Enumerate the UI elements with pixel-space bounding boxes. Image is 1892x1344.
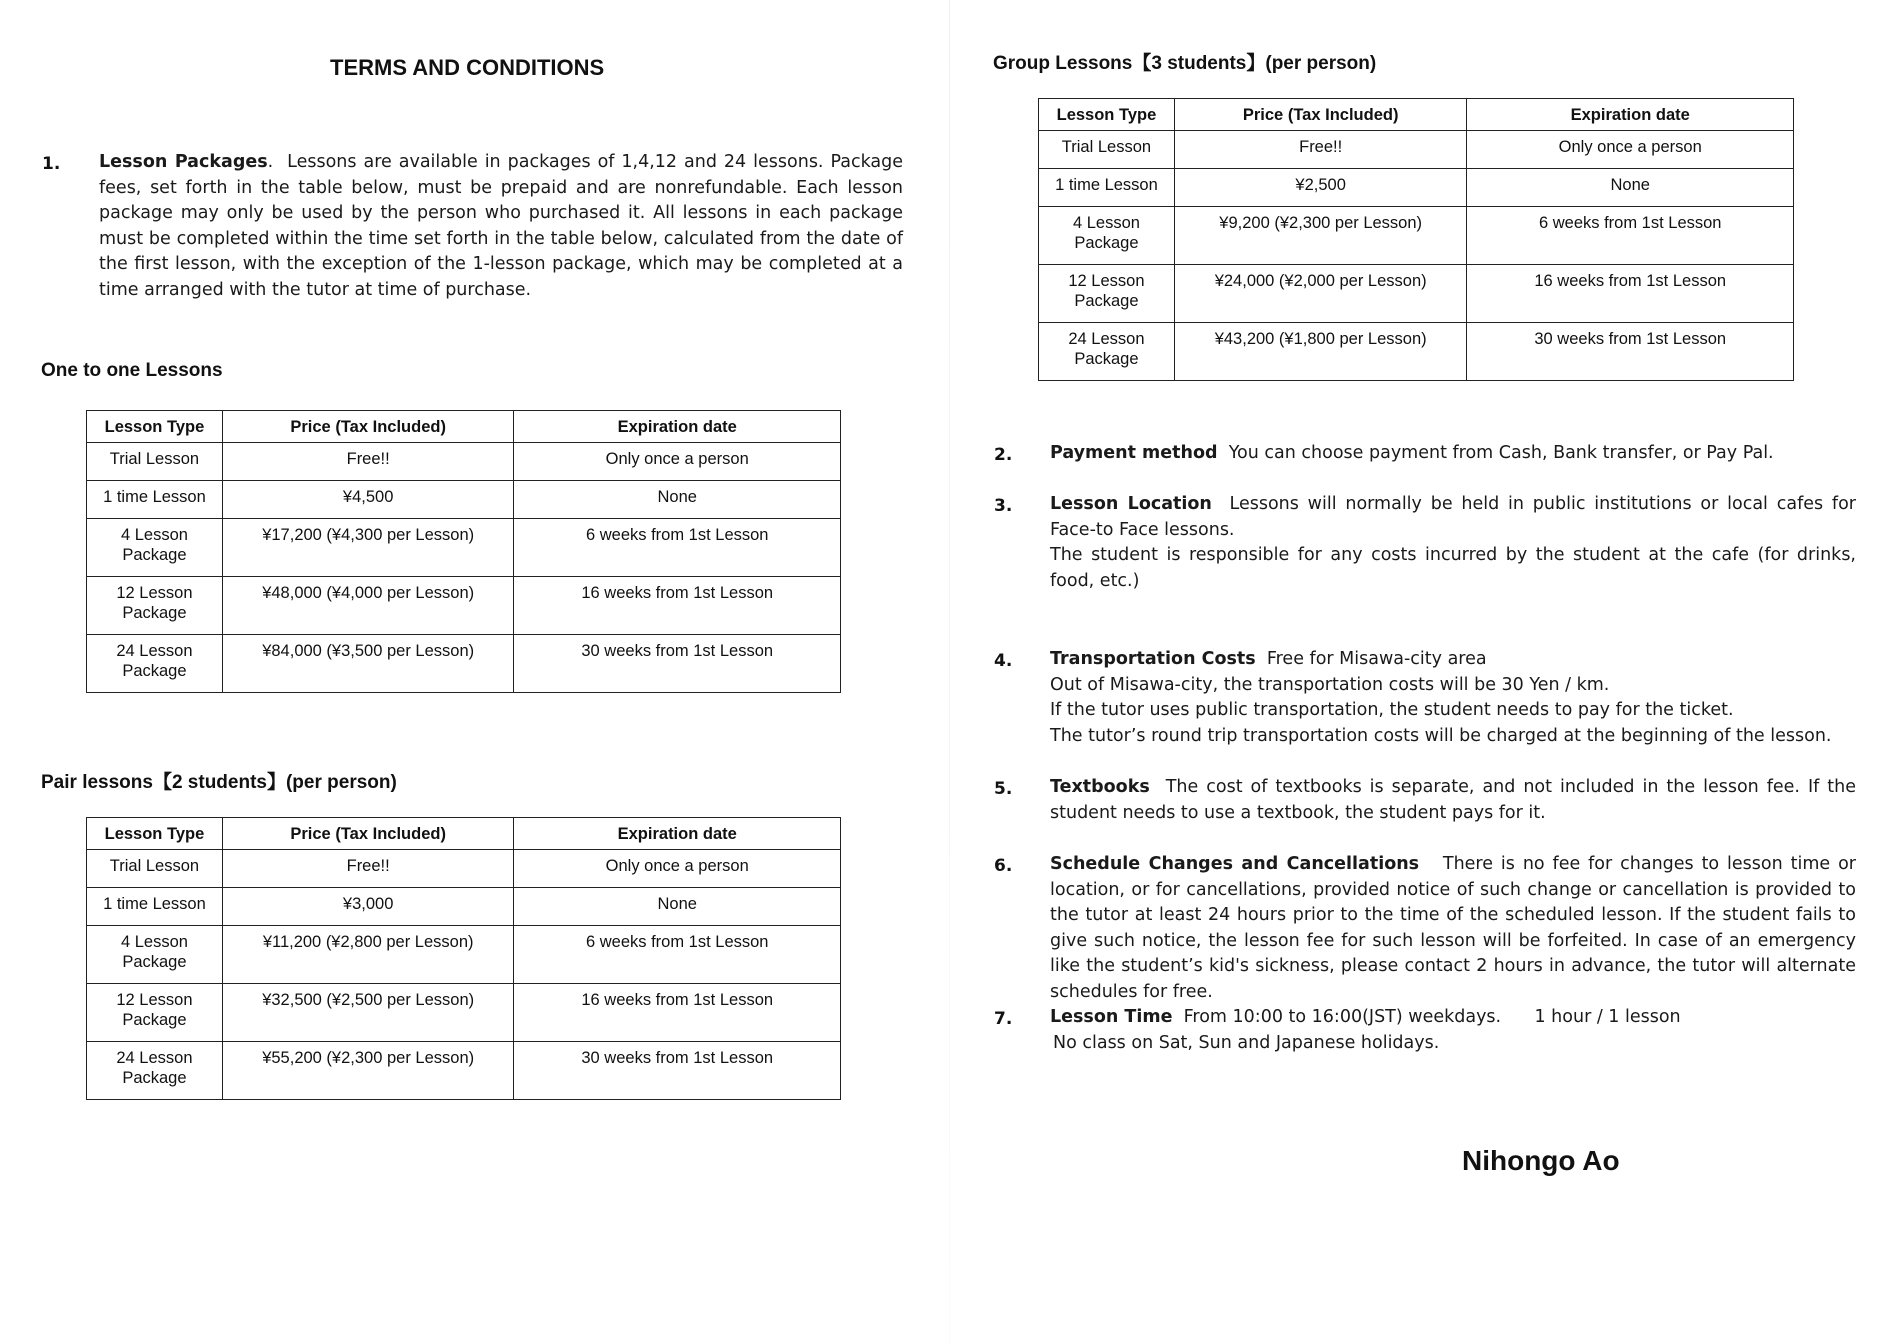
table-cell: Only once a person: [1467, 131, 1794, 169]
term-lesson-packages: [99, 150, 903, 303]
term-line: Out of Misawa-city, the transportation costs will be 30 Yen / km.: [1050, 674, 1610, 695]
term-line: No class on Sat, Sun and Japanese holidays.: [1053, 1032, 1440, 1053]
term-body: Lessons are available in packages of 1,4,12 and 24 lessons. Package fees, set forth in the table below, must be prepaid and are nonrefundable. Each lesson package may only be used by the person who purchased it. All lessons in each package must be completed within the time set forth in the table below, calculated from the date of the first lesson, with the exception of the 1-lesson package, which may be completed at a time arranged with the tutor at time of purchase.: [99, 152, 903, 300]
table-cell: Trial Lesson: [87, 850, 223, 888]
table-row: [1039, 169, 1794, 207]
table-row: [87, 443, 841, 481]
term-number: 2.: [994, 445, 1013, 465]
term-body: Free for Misawa-city area: [1266, 649, 1487, 669]
table-cell: 30 weeks from 1st Lesson: [1467, 323, 1794, 381]
table-cell: 4 Lesson Package: [1039, 207, 1175, 265]
pair-lessons-price-table: [86, 817, 841, 1100]
pair-lessons-heading: Pair lessons【2 students】(per person): [41, 772, 397, 793]
table-header-row: [1039, 99, 1794, 131]
table-row: [87, 850, 841, 888]
table-cell: 30 weeks from 1st Lesson: [514, 635, 841, 693]
table-cell: Only once a person: [514, 443, 841, 481]
table-column-header: Price (Tax Included): [1174, 99, 1467, 131]
table-cell: 16 weeks from 1st Lesson: [514, 984, 841, 1042]
table-column-header: Price (Tax Included): [222, 411, 514, 443]
term-body: Lessons will normally be held in public institutions or local cafes for Face-to Face lessons.: [1050, 494, 1856, 540]
table-column-header: Lesson Type: [87, 818, 223, 850]
table-cell: Trial Lesson: [1039, 131, 1175, 169]
table-cell: ¥4,500: [222, 481, 514, 519]
table-cell: 24 Lesson Package: [1039, 323, 1175, 381]
table-row: [87, 519, 841, 577]
table-cell: 24 Lesson Package: [87, 1042, 223, 1100]
table-cell: ¥43,200 (¥1,800 per Lesson): [1174, 323, 1467, 381]
brand-name: Nihongo Ao: [1462, 1145, 1620, 1176]
table-cell: 1 time Lesson: [1039, 169, 1175, 207]
table-cell: ¥2,500: [1174, 169, 1467, 207]
term-heading: Textbooks: [1050, 777, 1150, 797]
term-body: From 10:00 to 16:00(JST) weekdays. 1 hour / 1 lesson: [1183, 1007, 1681, 1027]
table-column-header: Expiration date: [514, 818, 841, 850]
term-payment-method: [1050, 441, 1856, 467]
table-cell: 6 weeks from 1st Lesson: [1467, 207, 1794, 265]
table-row: [87, 481, 841, 519]
group-lessons-heading: Group Lessons【3 students】(per person): [993, 53, 1377, 74]
term-heading-suffix: .: [267, 152, 274, 172]
table-cell: 4 Lesson Package: [87, 519, 223, 577]
table-row: [1039, 265, 1794, 323]
table-cell: ¥17,200 (¥4,300 per Lesson): [222, 519, 514, 577]
table-column-header: Lesson Type: [87, 411, 223, 443]
term-body: There is no fee for changes to lesson time or location, or for cancellations, provided notice of such change or cancellation is provided to the tutor at least 24 hours prior to the time of the scheduled lesson. If the student fails to give such notice, the lesson fee for such lesson will be forfeited. In case of an emergency like the student’s kid's sickness, please contact 2 hours in advance, the tutor will alternate schedules for free.: [1050, 854, 1856, 1002]
table-cell: 12 Lesson Package: [87, 577, 223, 635]
table-row: [87, 1042, 841, 1100]
table-cell: None: [514, 888, 841, 926]
table-cell: None: [1467, 169, 1794, 207]
term-heading: Lesson Location: [1050, 494, 1212, 514]
table-cell: 24 Lesson Package: [87, 635, 223, 693]
term-heading: Transportation Costs: [1050, 649, 1256, 669]
term-heading: Payment method: [1050, 443, 1218, 463]
table-cell: Only once a person: [514, 850, 841, 888]
table-header-row: [87, 411, 841, 443]
term-textbooks: [1050, 775, 1856, 826]
table-column-header: Price (Tax Included): [222, 818, 514, 850]
term-number: 3.: [994, 496, 1013, 516]
term-number: 5.: [994, 779, 1013, 799]
table-cell: 6 weeks from 1st Lesson: [514, 519, 841, 577]
term-line: If the tutor uses public transportation, the student needs to pay for the ticket.: [1050, 700, 1734, 720]
table-row: [1039, 131, 1794, 169]
term-body: The cost of textbooks is separate, and not included in the lesson fee. If the student needs to use a textbook, the student pays for it.: [1050, 777, 1856, 823]
table-cell: Free!!: [1174, 131, 1467, 169]
table-row: [87, 888, 841, 926]
table-cell: 1 time Lesson: [87, 888, 223, 926]
term-lesson-time: [1050, 1005, 1856, 1056]
table-column-header: Lesson Type: [1039, 99, 1175, 131]
table-cell: 1 time Lesson: [87, 481, 223, 519]
table-cell: ¥24,000 (¥2,000 per Lesson): [1174, 265, 1467, 323]
term-heading: Lesson Time: [1050, 1007, 1173, 1027]
term-line: The tutor’s round trip transportation costs will be charged at the beginning of the lesson.: [1050, 725, 1832, 746]
table-row: [1039, 323, 1794, 381]
table-cell: None: [514, 481, 841, 519]
term-lesson-location: [1050, 492, 1856, 594]
table-cell: ¥55,200 (¥2,300 per Lesson): [222, 1042, 514, 1100]
one-to-one-price-table: [86, 410, 841, 693]
term-body-extra: The student is responsible for any costs incurred by the student at the cafe (for drinks, food, etc.): [1050, 545, 1856, 591]
table-cell: 12 Lesson Package: [87, 984, 223, 1042]
table-row: [87, 577, 841, 635]
term-transportation-costs: [1050, 647, 1856, 749]
table-cell: ¥11,200 (¥2,800 per Lesson): [222, 926, 514, 984]
table-cell: 12 Lesson Package: [1039, 265, 1175, 323]
table-column-header: Expiration date: [1467, 99, 1794, 131]
term-body: You can choose payment from Cash, Bank transfer, or Pay Pal.: [1228, 443, 1774, 463]
table-column-header: Expiration date: [514, 411, 841, 443]
term-schedule-changes: [1050, 852, 1856, 1005]
table-cell: Free!!: [222, 443, 514, 481]
page-title: TERMS AND CONDITIONS: [330, 55, 605, 80]
table-cell: ¥9,200 (¥2,300 per Lesson): [1174, 207, 1467, 265]
table-cell: 16 weeks from 1st Lesson: [1467, 265, 1794, 323]
table-cell: 6 weeks from 1st Lesson: [514, 926, 841, 984]
term-number: 7.: [994, 1009, 1013, 1029]
table-cell: ¥84,000 (¥3,500 per Lesson): [222, 635, 514, 693]
table-row: [87, 984, 841, 1042]
table-row: [87, 926, 841, 984]
table-cell: ¥48,000 (¥4,000 per Lesson): [222, 577, 514, 635]
table-cell: ¥3,000: [222, 888, 514, 926]
term-heading: Schedule Changes and Cancellations: [1050, 854, 1420, 874]
term-heading: Lesson Packages: [99, 152, 268, 172]
one-to-one-heading: One to one Lessons: [41, 360, 223, 381]
term-number: 1.: [42, 154, 61, 174]
table-cell: Trial Lesson: [87, 443, 223, 481]
table-row: [87, 635, 841, 693]
group-lessons-price-table: [1038, 98, 1794, 381]
table-header-row: [87, 818, 841, 850]
table-cell: 4 Lesson Package: [87, 926, 223, 984]
table-row: [1039, 207, 1794, 265]
table-cell: ¥32,500 (¥2,500 per Lesson): [222, 984, 514, 1042]
term-number: 4.: [994, 651, 1013, 671]
table-cell: 16 weeks from 1st Lesson: [514, 577, 841, 635]
table-cell: Free!!: [222, 850, 514, 888]
table-cell: 30 weeks from 1st Lesson: [514, 1042, 841, 1100]
right-page: [950, 0, 1892, 1344]
term-number: 6.: [994, 856, 1013, 876]
